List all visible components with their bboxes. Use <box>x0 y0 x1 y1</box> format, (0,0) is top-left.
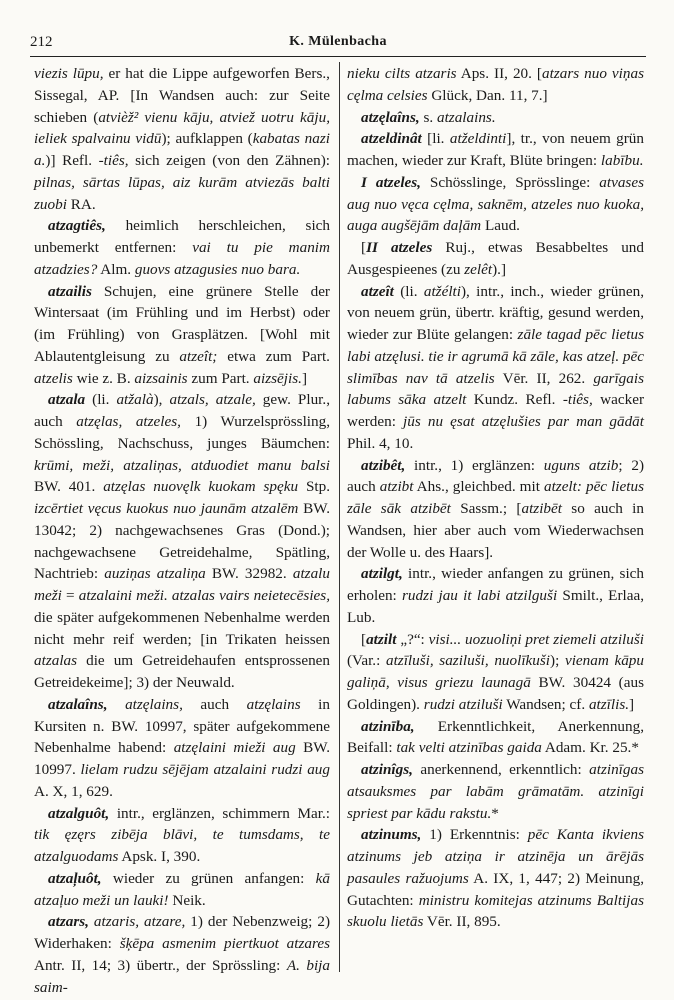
example-text: labību. <box>600 152 644 169</box>
entry-text: A. IX, 1, 447; 2) Meinung, Gutachten: <box>347 869 645 909</box>
entry-text: er hat die Lippe aufgeworfen Bers., Sissegal, AP. [In Wandsen auch: zur Seite schieben ( <box>34 65 330 126</box>
entry-text: Sassm.; [ <box>450 500 522 517</box>
entry-text: sich zeigen (von den Zähnen): <box>128 152 331 169</box>
headword: atzilgt, <box>361 565 403 583</box>
example-text: A. bija saim- <box>34 956 330 996</box>
example-text: atvases aug nuo vęca cęlma, saknēm, atzeles nuo kuoka, auga augšējām daļām <box>347 173 644 235</box>
headword: atzalguôt, <box>48 804 110 822</box>
headword: atzagtiês, <box>48 217 106 235</box>
entry-text: die um Getreidehaufen entsprossenen Getreidekeime]; 3) der Neuwald. <box>34 652 330 691</box>
example-text: auziņas atzaliņa <box>104 565 206 583</box>
example-text: zāle tagad pēc lietus labi atzęlusi. tie ir agrumā kā zāle, kas atzeļ. pēc slimības nav tā atzelis <box>347 326 644 387</box>
example-text: atžélti <box>423 282 461 300</box>
entry-text: intr., 1) erglänzen: <box>405 456 544 474</box>
example-text: atzibt <box>379 478 414 496</box>
example-text: atzals, atzale, <box>169 391 256 409</box>
example-text: krūmi, meži, atzaliņas, atduodiet manu balsi <box>34 456 330 474</box>
entry-text: Phil. 4, 10. <box>347 434 414 452</box>
page-header <box>30 34 646 57</box>
entry-text: 1) Erkenntnis: <box>421 826 528 844</box>
entry-text: Ruj., etwas Besabbeltes und Ausgespieenes (zu <box>347 239 644 278</box>
dictionary-entry <box>347 237 644 281</box>
dictionary-entry <box>34 694 330 803</box>
example-text: atzęlas nuovęlk kuokam spęku <box>103 478 299 496</box>
dictionary-entry <box>347 63 644 107</box>
example-text: atzalu meži <box>34 565 330 604</box>
entry-text: Stp. <box>298 478 330 496</box>
entry-text: BW. 10997. <box>34 739 330 778</box>
example-text: atzibēt <box>521 500 562 517</box>
example-text: visi... uozuoliņi pret ziemeli atziluši <box>428 630 644 648</box>
entry-text: heimlich herschleichen, sich unbemerkt entfernen: <box>34 217 330 256</box>
entry-text: )] Refl. <box>45 152 99 169</box>
entry-text: A. X, 1, 629. <box>34 782 113 800</box>
entry-text: [ <box>361 239 367 256</box>
entry-text: intr., erglänzen, schimmern Mar.: <box>109 804 330 822</box>
headword: atzeît <box>361 282 394 300</box>
entry-text: 1) der Nebenzweig; 2) Widerhaken: <box>34 913 330 952</box>
example-text: uguns atzib <box>543 456 619 474</box>
dictionary-entry <box>34 63 330 215</box>
entry-text: BW. 401. <box>34 478 104 496</box>
example-text: vai tu pie manim atzadzies? <box>34 239 330 278</box>
entry-text: Neik. <box>168 891 206 909</box>
entry-text: Kundz. Refl. <box>466 391 563 409</box>
entry-text: Schösslinge, Sprösslinge: <box>420 173 600 191</box>
entry-text: wacker werden: <box>347 391 644 430</box>
example-text: atzelt: pēc lietus zāle sāk atzibēt <box>347 478 644 517</box>
example-text: kā atzaļuo meži un lauki! <box>34 869 330 909</box>
example-text: atzīlis. <box>588 695 630 713</box>
entry-text: ), intr., inch., wieder grünen, von neuem grün, übertr. kräftig, gesund werden, wieder zur Blüte gelangen: <box>347 282 645 343</box>
example-text: atvièž² vienu kāju, atviež uotru kāju, ieliek spalvainu vidū <box>34 108 330 148</box>
example-text: rudzi atziluši <box>423 695 503 713</box>
right-column <box>347 63 644 933</box>
headword: atzaļuôt, <box>48 869 102 887</box>
example-text: kabatas nazi a. <box>34 130 330 169</box>
dictionary-entry <box>34 803 330 868</box>
example-text: garīgais labums sāka atzelt <box>347 369 644 409</box>
example-text: tak velti atzinības gaida <box>396 739 542 757</box>
entry-text: [li. <box>421 130 450 148</box>
entry-text: Laud. <box>481 217 520 235</box>
example-text: atzęlaini mieži aug <box>173 739 296 757</box>
entry-text: Erkenntlichkeit, Anerkennung, Beifall: <box>347 717 644 757</box>
example-text: atzīluši, saziluši, nuolīkuši <box>385 652 551 670</box>
entry-text: Ahs., gleichbed. mit <box>413 478 544 496</box>
dictionary-entry <box>347 128 644 172</box>
entry-text: s. <box>419 108 437 126</box>
example-text: atzalas <box>34 652 78 670</box>
example-text: atzelis <box>34 369 73 387</box>
entry-text: (li. <box>85 391 117 409</box>
entry-text: gew. Plur., auch <box>34 391 330 430</box>
example-text: atzęlains <box>246 695 301 713</box>
dictionary-entry <box>347 716 644 760</box>
example-text: atzeît; <box>179 347 218 365</box>
entry-text: die später aufgekommenen Nebenhalme werden nicht mehr reif werden; [in Trikaten heissen <box>34 608 330 648</box>
entry-text <box>108 696 126 713</box>
example-text: atzalains. <box>436 108 496 126</box>
entry-text: ), <box>153 391 170 409</box>
example-text: rudzi jau it labi atzilguši <box>402 587 558 604</box>
example-text: -tiês, <box>562 391 593 409</box>
entry-text: „?“: <box>396 630 429 648</box>
example-text: atzalaini meži. atzalas vairs neietecēsies, <box>78 587 330 604</box>
headword: atzinums, <box>361 826 422 844</box>
dictionary-entry <box>34 911 330 998</box>
headword: atzibêt, <box>361 456 406 474</box>
example-text: aizsējis. <box>253 369 302 387</box>
example-text: atželdinti <box>449 130 507 148</box>
entry-text: ], tr., von neuem grün machen, wieder zur Kraft, Blüte bringen: <box>347 130 644 169</box>
left-column <box>34 63 330 998</box>
headword: atzala <box>48 391 86 409</box>
example-text: zelêt <box>464 260 493 278</box>
headword: atzeldinât <box>361 130 422 148</box>
example-text: atzęlas, atzeles, <box>76 413 181 430</box>
dictionary-entry <box>347 281 644 455</box>
dictionary-entry <box>347 824 644 933</box>
example-text: atžalà <box>116 391 154 409</box>
example-text: pilnas, sārtas lūpas, aiz kurām atviezās balti zuobi <box>34 173 330 213</box>
entry-text: wieder zu grünen anfangen: <box>101 869 316 887</box>
example-text: izcērtiet vęcus kuokus nuo jaunām atzalēm <box>34 500 299 517</box>
dictionary-entry <box>347 172 644 237</box>
entry-text: Glück, Dan. 11, 7.] <box>427 86 548 104</box>
dictionary-entry <box>347 759 644 824</box>
entry-text: ; 2) auch <box>347 456 645 496</box>
entry-text: BW. 30424 (aus Goldingen). <box>347 674 644 713</box>
example-text: jūs nu ęsat atzęlušies par man gādāt <box>403 413 644 430</box>
column-divider <box>339 62 340 972</box>
entry-text: wie z. B. <box>72 369 135 387</box>
example-text: atzinīgas atsauksmes par labām grāmatām. atzinīgi spriest par kādu rakstu. <box>347 761 644 822</box>
entry-text: 1) Wurzelsprössling, Schössling, Nachschuss, junges Bäumchen: <box>34 413 331 452</box>
entry-text: Apsk. I, 390. <box>118 848 201 865</box>
entry-text: in Kursiten n. BW. 10997, später aufgekommene Nebenhalme habend: <box>34 695 330 757</box>
headword: atzilt <box>366 630 397 648</box>
entry-text: * <box>491 804 499 822</box>
headword: atzinība, <box>361 717 415 735</box>
entry-text: ); <box>550 652 565 670</box>
headword: atzars, <box>48 913 89 931</box>
dictionary-entry <box>347 629 644 716</box>
entry-text: ] <box>629 695 635 713</box>
example-text: vienam kāpu galiņā, visus griezu launagā <box>347 652 644 691</box>
entry-text: RA. <box>66 195 96 213</box>
example-text: atzaris, atzare, <box>93 913 186 931</box>
entry-text: Alm. <box>97 260 135 278</box>
entry-text: BW. 32982. <box>205 565 293 583</box>
example-text: -tiês, <box>98 152 129 169</box>
entry-text: zum Part. <box>187 369 254 387</box>
headword: atzinîgs, <box>361 761 413 778</box>
example-text: ministru komitejas atzinums Baltijas skuolu lietās <box>347 891 644 931</box>
entry-text: Schujen, eine grünere Stelle der Wintersaat (im Frühling und im Herbst) oder (im Frühling) von Grasplätzen. [Wohl mit Ablautentgleisung zu <box>34 282 330 365</box>
example-text: viezis lūpu, <box>34 65 104 82</box>
entry-text: Vēr. II, 895. <box>423 913 501 931</box>
dictionary-entry <box>34 389 330 694</box>
entry-text: Vēr. II, 262. <box>494 369 594 387</box>
entry-text: Antr. II, 14; 3) übertr., der Sprössling: <box>34 956 287 974</box>
dictionary-entry <box>347 455 644 564</box>
example-text: lielam rudzu sējējam atzalaini rudzi aug <box>80 761 330 778</box>
dictionary-entry <box>34 215 330 280</box>
entry-text: etwa zum Part. <box>217 347 330 365</box>
entry-text: anerkennend, erkenntlich: <box>412 761 590 778</box>
dictionary-entry <box>34 868 330 912</box>
entry-text: [ <box>361 630 367 648</box>
headword: atzalaîns, <box>48 695 108 713</box>
entry-text: = <box>61 587 79 604</box>
entry-text: intr., wieder anfangen zu grünen, sich erholen: <box>347 565 644 604</box>
entry-text: Smilt., Erlaa, Lub. <box>347 587 644 626</box>
example-text: atzęlains, <box>125 695 183 713</box>
dictionary-entry <box>347 563 644 628</box>
page-number: 212 <box>30 34 53 50</box>
example-text: guovs atzagusies nuo bara. <box>134 260 301 278</box>
dictionary-entry <box>347 107 644 129</box>
example-text: aizsainis <box>134 369 188 387</box>
entry-text: Adam. Kr. 25.* <box>541 739 639 757</box>
example-text: šķēpa asmenim piertkuot atzares <box>119 935 330 952</box>
headword: atzailis <box>48 282 92 300</box>
headword: I atzeles, <box>361 173 421 191</box>
entry-text: ] <box>301 369 307 387</box>
entry-text: (li. <box>393 282 424 300</box>
headword: atzęlaîns, <box>361 108 420 126</box>
running-title: K. Mülenbacha <box>289 34 387 49</box>
entry-text: Aps. II, 20. [ <box>456 65 542 82</box>
entry-text: so auch in Wandsen, hier aber auch vom Wiederwachsen der Wolle u. des Haars]. <box>347 500 644 561</box>
example-text: tik ęzęrs zibēja blāvi, te tumsdams, te atzalguodams <box>34 826 330 865</box>
entry-text: Wandsen; cf. <box>502 695 589 713</box>
example-text: pēc Kanta ikviens atzinums jeb atziņa ir atzinēja un ārējās pasaules ražuojums <box>347 826 645 887</box>
dictionary-entry <box>34 281 330 390</box>
entry-text: auch <box>182 695 247 713</box>
entry-text: ).] <box>492 260 507 278</box>
headword: II atzeles <box>366 239 433 256</box>
example-text: atzars nuo viņas cęlma celsies <box>347 65 644 104</box>
entry-text: BW. 13042; 2) nachgewachsenes Gras (Dond.); nachgewachsene Getreidehalme, Spätling, Nachtrieb: <box>34 500 330 583</box>
example-text: nieku cilts atzaris <box>347 65 457 82</box>
entry-text: ); aufklappen ( <box>161 130 253 148</box>
entry-text: (Var.: <box>347 652 386 670</box>
